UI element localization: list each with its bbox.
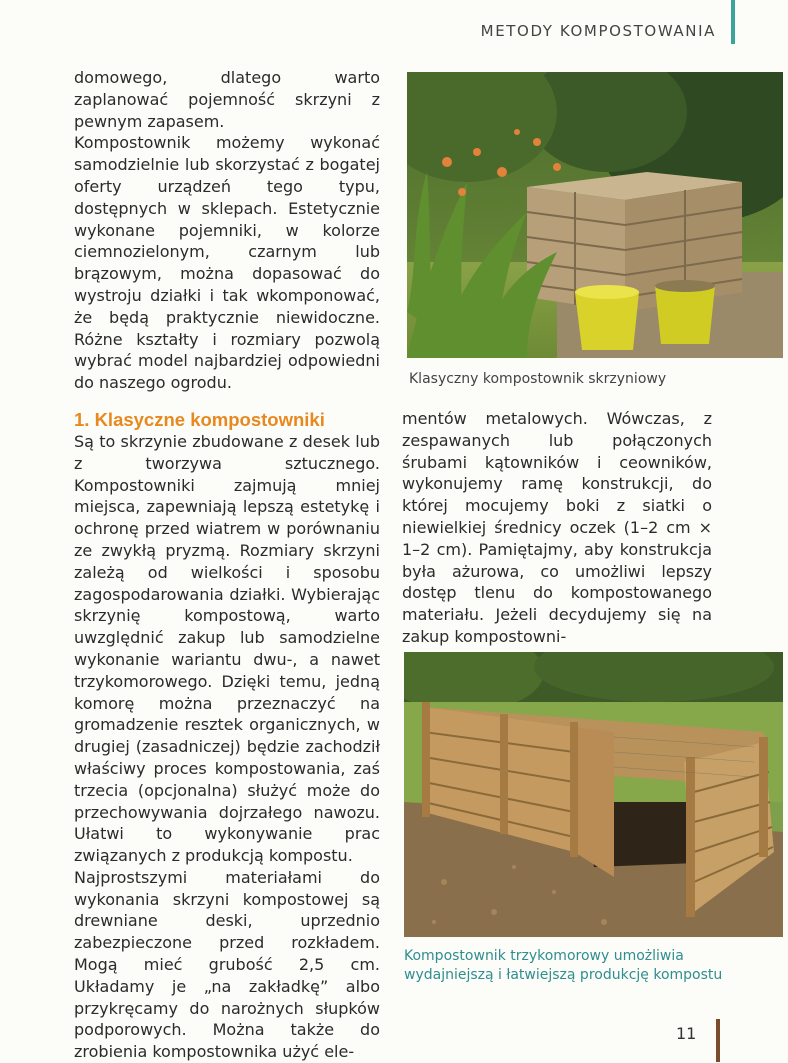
paragraph: mentów metalowych. Wówczas, z zespawanych lub połączonych śrubami kątowników i ceowników, wykonujemy ramę konstrukcji, do której mocujemy boki z siatki o niewielkiej średnicy oczek (1–2 cm × 1–2 cm). Pamiętajmy, aby konstrukcja była ażurowa, co umożliwi lepszy dostęp tlenu do kompostowanego materiału. Jeżeli decydujemy się na zakup kompostowni-: [402, 409, 712, 646]
paragraph: Kompostownik możemy wykonać samodzielnie lub skorzystać z bogatej oferty urządzeń tego typu, dostępnych w sklepach. Estetycznie wykonane pojemniki, w kolorze ciemnozielonym, czarnym lub brązowym, można dopasować do wystroju działki i tak wkomponować, że będą praktycznie niewidoczne. Różne kształty i rozmiary pozwolą wybrać model najbardziej odpowiedni do naszego ogrodu.: [74, 133, 380, 393]
page-number: 11: [676, 1024, 697, 1043]
header-accent-bar: [731, 0, 735, 44]
photo-box-composter: [407, 72, 783, 358]
paragraph: domowego, dlatego warto zaplanować pojemność skrzyni z pewnym zapasem.: [74, 68, 380, 131]
footer-accent-bar: [716, 1019, 720, 1062]
figure-caption: Kompostownik trzykomorowy umożliwia wydajniejszą i łatwiejszą produkcję kompostu: [404, 948, 723, 983]
left-column: [74, 67, 380, 1063]
running-header: METODY KOMPOSTOWANIA: [480, 22, 716, 40]
section-heading: 1. Klasyczne kompostowniki: [74, 408, 325, 430]
paragraph: Najprostszymi materiałami do wykonania skrzyni kompostowej są drewniane deski, uprzednio zabezpieczone przed rozkładem. Mogą mieć grubość 2,5 cm. Układamy je „na zakładkę” albo przykręcamy do narożnych słupków podporowych. Można także do zrobienia kompostownika użyć ele-: [74, 867, 380, 1062]
photo-three-chamber-composter: [404, 652, 783, 937]
paragraph: Są to skrzynie zbudowane z desek lub z tworzywa sztucznego. Kompostowniki zajmują mniej miejsca, zapewniają lepszą estetykę i ochronę przed wiatrem w porównaniu ze zwykłą pryzmą. Rozmiary skrzyni zależą od wielkości i sposobu zagospodarowania działki. Wybierając skrzynię kompostową, warto uwzględnić zakup lub samodzielne wykonanie wariantu dwu-, a nawet trzykomorowego. Dzięki temu, jedną komorę można przeznaczyć na gromadzenie resztek organicznych, w drugiej (zasadniczej) będzie zachodził właściwy proces kompostowania, zaś trzecia (opcjonalna) służyć może do przechowywania dojrzałego nawozu. Ułatwi to wykonywanie prac związanych z produkcją kompostu.: [74, 431, 380, 866]
figure-caption: Klasyczny kompostownik skrzyniowy: [409, 371, 667, 387]
right-column: [402, 408, 712, 648]
